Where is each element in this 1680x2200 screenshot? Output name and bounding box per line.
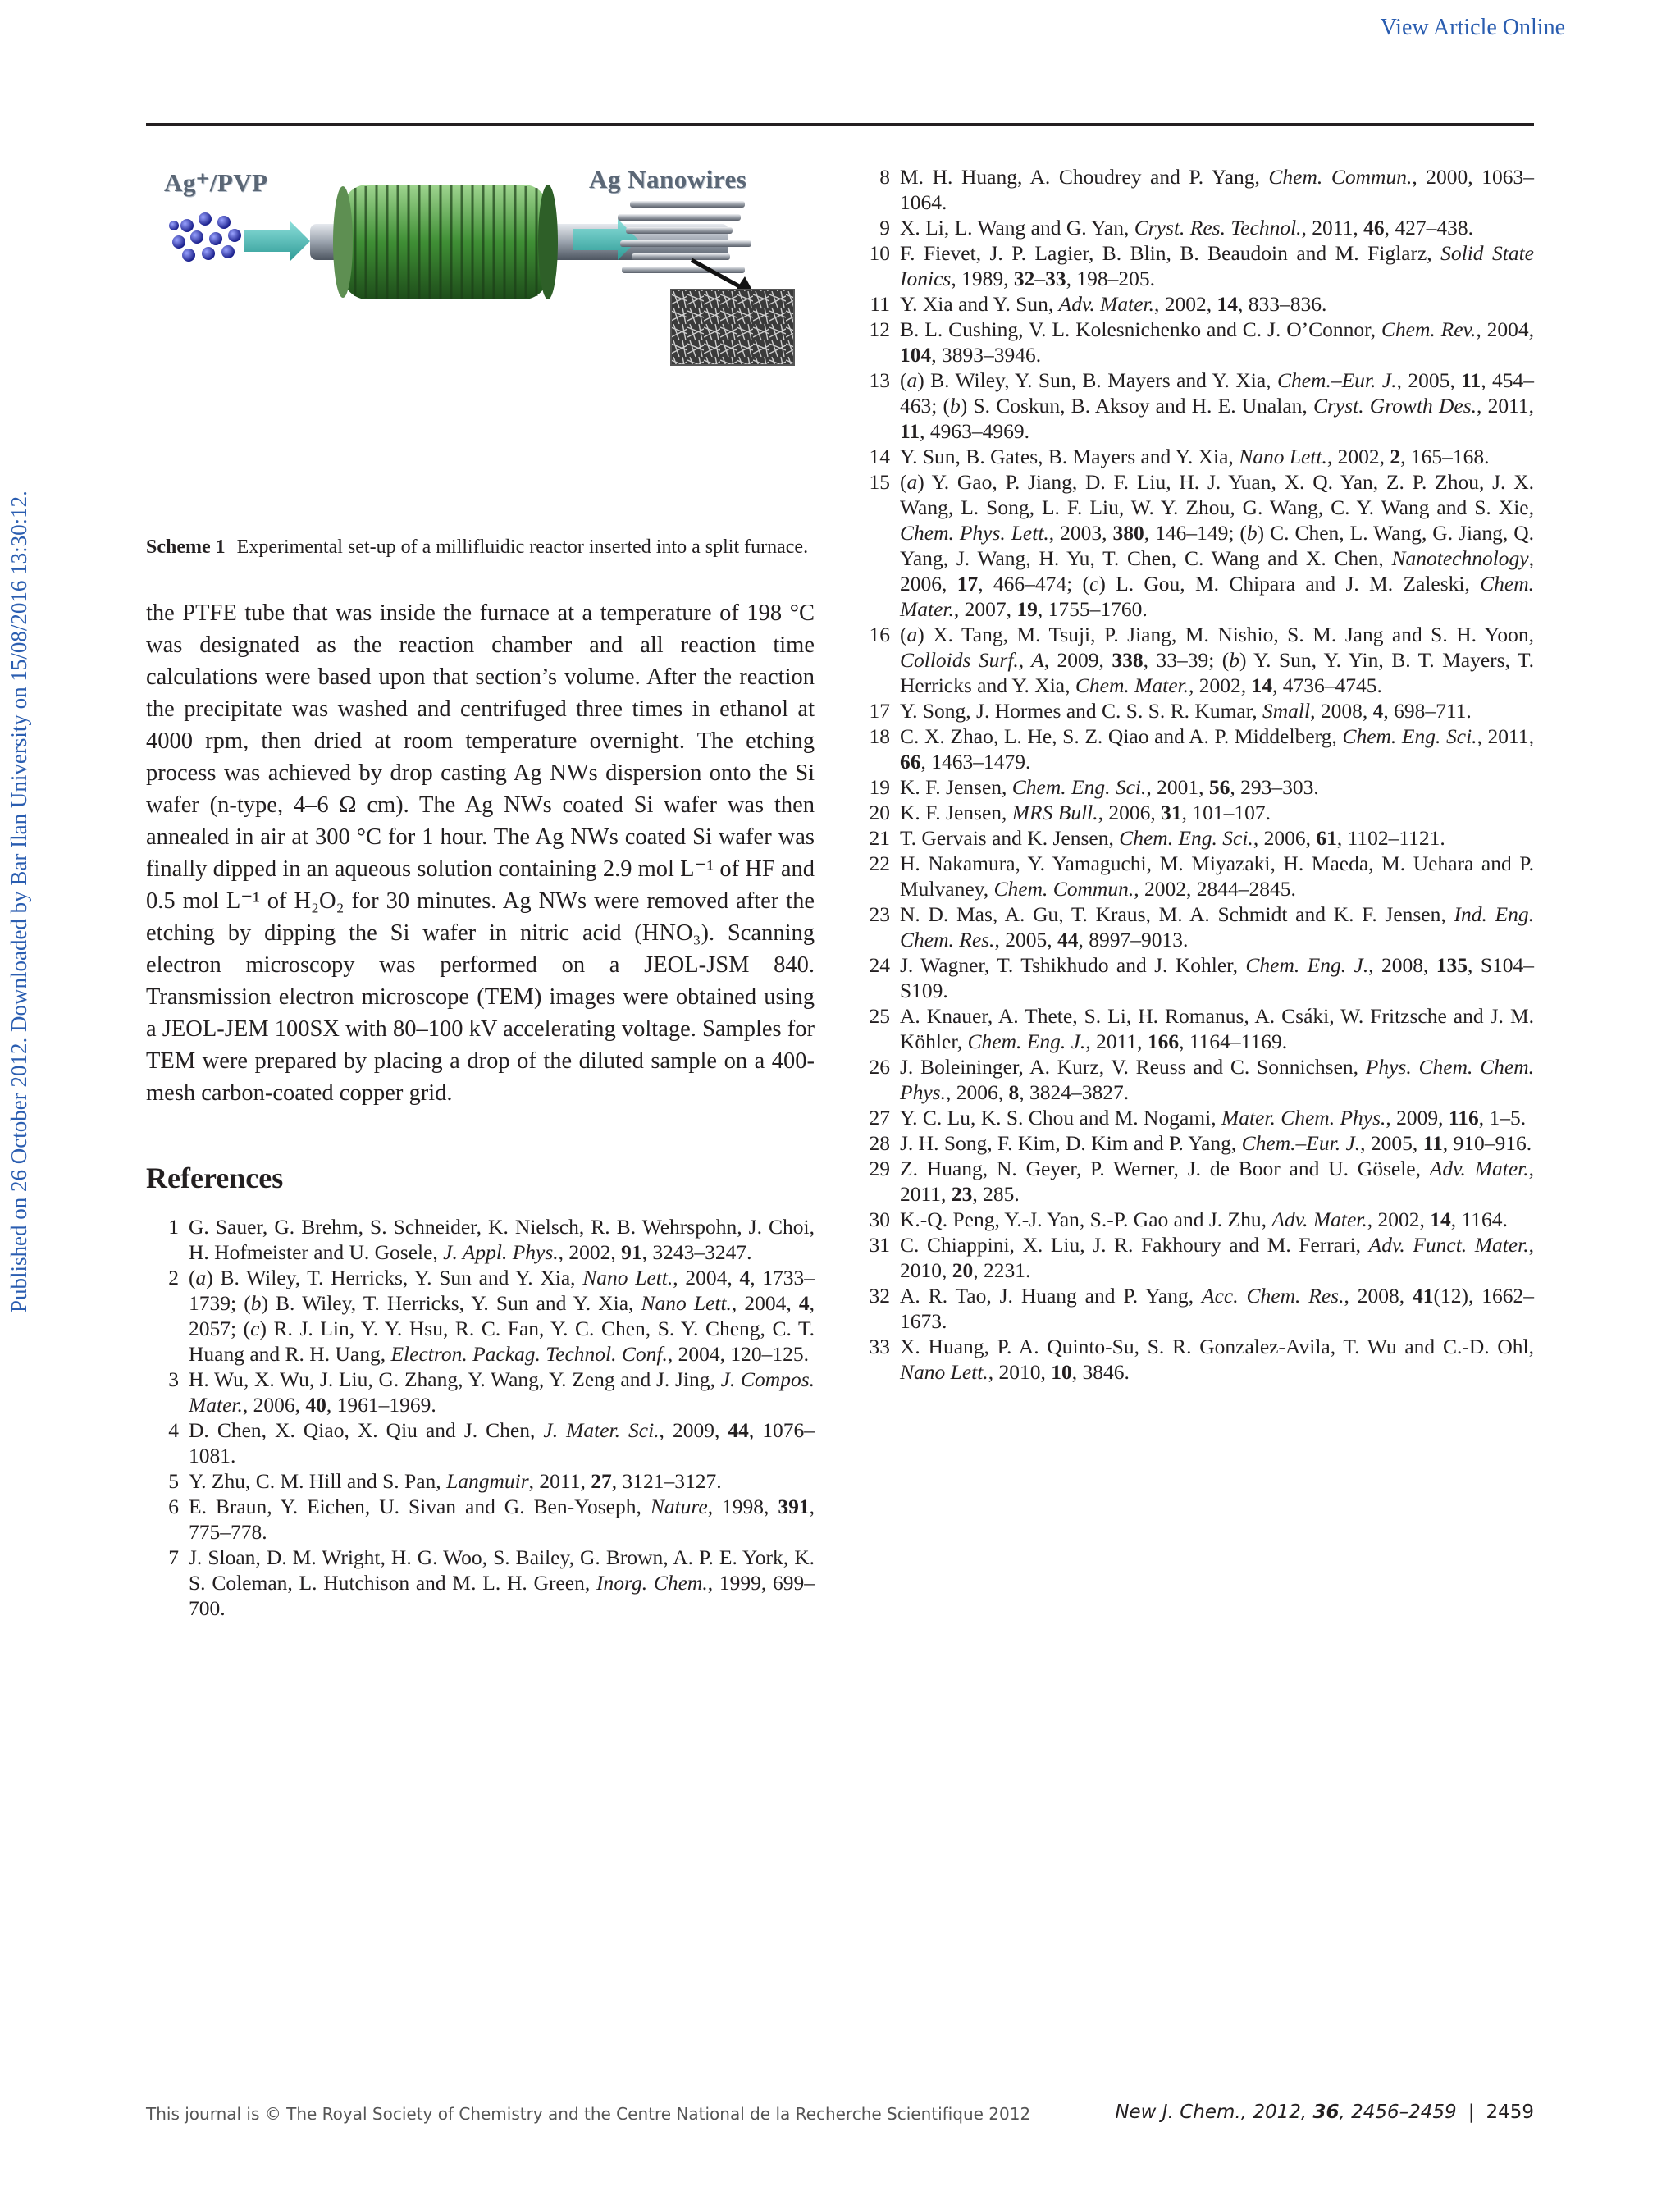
reference-text: 11 [900,419,920,443]
reference-text: Cryst. Res. Technol. [1134,216,1302,240]
reference-text: , 2008, [1368,953,1436,977]
reference-text: 44 [1057,928,1079,952]
reference-item [857,952,1534,1003]
reference-text: , 2004, 120–125. [667,1342,809,1366]
reference-text: Y. C. Lu, K. S. Chou and M. Nogami, [900,1106,1221,1130]
reference-item [146,1214,815,1265]
download-stamp: Published on 26 October 2012. Downloaded by Bar Ilan University on 15/08/2016 13:30:12. [7,491,31,1312]
reference-text: 14 [1217,292,1239,316]
reference-number: 24 [869,953,890,977]
reference-item [857,1105,1534,1130]
reference-text: ) S. Coskun, B. Aksoy and H. E. Unalan, [960,394,1313,418]
reference-text: Chem.–Eur. J. [1276,368,1397,392]
reference-number: 17 [869,699,890,723]
reference-number: 19 [869,775,890,799]
footer-separator: | [1468,2102,1475,2123]
reference-item [857,240,1534,291]
reference-text: J. Mater. Sci. [543,1418,660,1442]
reference-text: 14 [1251,673,1272,697]
reference-number: 22 [869,851,890,875]
reference-text: , 2004, [731,1291,799,1315]
reference-text: , 466–474; ( [978,572,1089,596]
reference-text: Langmuir [446,1469,529,1493]
reference-text: , 3243–3247. [641,1240,752,1264]
reference-text: , 293–303. [1230,775,1319,799]
reference-text: Adv. Mater. [1271,1207,1367,1231]
reference-text: Adv. Mater. [1429,1157,1529,1180]
reference-number: 28 [869,1131,890,1155]
reference-text: , 198–205. [1066,267,1155,290]
footer-citation [1115,2102,1534,2123]
reference-item [857,444,1534,469]
reference-text: Ind. Eng. Chem. Res. [900,902,1534,952]
reference-text: 44 [728,1418,749,1442]
reference-number: 32 [869,1284,890,1308]
reference-text: Chem. Mater. [1075,673,1189,697]
reference-text: Chem. Commun. [1268,165,1413,189]
reference-number: 21 [869,826,890,850]
reference-item [857,1130,1534,1156]
reference-number: 30 [869,1207,890,1231]
reference-text: , 1–5. [1478,1106,1527,1130]
reference-text: Nature [650,1495,708,1518]
reference-text: MRS Bull. [1011,801,1098,824]
reference-text: Colloids Surf., A [900,648,1044,672]
reference-text: ) C. Chen, L. Wang, G. Jiang, Q. Yang, J. Wang, H. Yu, T. Chen, C. Wang and X. Chen, [900,521,1535,570]
reference-text: , 2011, [528,1469,591,1493]
reference-text: , 2007, [953,597,1017,621]
reference-item [857,1334,1534,1385]
reference-text: K. F. Jensen, [900,775,1012,799]
body-paragraph: the PTFE tube that was inside the furnace at a temperature of 198 °C was designated as the reaction chamber and all reaction time calculations were based upon that section’s volume. After the reaction the precipitate was washed and centrifuged three times in ethanol at 4000 rpm, then dried at room temperature overnight. The etching process was achieved by drop casting Ag NWs dispersion onto the Si wafer (n-type, 4–6 Ω cm). The Ag NWs coated Si wafer was then annealed in air at 300 °C for 1 hour. The Ag NWs coated Si wafer was finally dipped in an aqueous solution containing 2.9 mol L⁻¹ of HF and 0.5 mol L⁻¹ of H₂O₂ for 30 minutes. Ag NWs were removed after the etching by dipping the Si wafer in nitric acid (HNO₃). Scanning electron microscopy was performed on a JEOL-JSM 840. Transmission electron microscope (TEM) images were obtained using a JEOL-JEM 100SX with 80–100 kV accelerating voltage. Samples for TEM were prepared by placing a drop of the diluted sample on a 400-mesh carbon-coated copper grid. [146,600,815,1106]
reference-item [857,851,1534,901]
reference-text: 104 [900,343,932,367]
view-article-online-link[interactable]: View Article Online [1380,15,1565,40]
scheme-caption-label: Scheme 1 [146,536,226,558]
reference-text: , 2004, [673,1266,740,1289]
reference-text: 116 [1448,1106,1479,1130]
reference-item [857,723,1534,774]
reference-text: , 146–149; ( [1144,521,1247,545]
silver-precursor-spheres [169,212,241,262]
reference-item [146,1417,815,1468]
reference-text: , 2006, [1098,801,1162,824]
reference-text: H. Wu, X. Wu, J. Liu, G. Zhang, Y. Wang, Y. Zeng and J. Jing, [189,1367,721,1391]
reference-text: , 2010, [988,1360,1052,1384]
right-column [857,164,1534,1385]
reference-text: , 2001, [1146,775,1209,799]
reference-text: , 1961–1969. [326,1393,436,1417]
reference-text: Adv. Mater. [1058,292,1155,316]
header-rule [146,123,1534,126]
reference-text: , 2002, [1188,673,1252,697]
reference-text: B. L. Cushing, V. L. Kolesnichenko and C. J. O’Connor, [900,317,1381,341]
reference-number: 5 [168,1469,179,1493]
reference-text: Chem.–Eur. J. [1241,1131,1361,1155]
reference-text: 27 [591,1469,612,1493]
reference-text: , 101–107. [1181,801,1271,824]
reference-item [146,1265,815,1367]
reference-text: J. H. Song, F. Kim, D. Kim and P. Yang, [900,1131,1242,1155]
footer-pages: , 2456–2459 [1339,2102,1457,2123]
footer-copyright: This journal is © The Royal Society of Chemistry and the Centre National de la Recherche Scientifique 2012 [146,2104,1031,2124]
reference-text: M. H. Huang, A. Choudrey and P. Yang, [900,165,1269,189]
scheme-label-nanowires: Ag Nanowires [589,165,747,194]
footer-year: , 2012, [1240,2102,1313,2123]
reference-text: ) Y. Gao, P. Jiang, D. F. Liu, H. J. Yuan, X. Q. Yan, Z. P. Zhou, J. X. Wang, L. Song, L. F. Liu, W. Y. Zhou, G. Wang, C. Y. Wang and S. Xie, [900,470,1534,519]
reference-text: , 2009, [659,1418,728,1442]
reference-text: K. F. Jensen, [900,801,1012,824]
reference-text: J. Appl. Phys. [443,1240,559,1264]
reference-text: , 2002, [1326,445,1390,468]
reference-text: Z. Huang, N. Geyer, P. Werner, J. de Boor and U. Gösele, [900,1157,1430,1180]
reference-text: , 1164. [1450,1207,1508,1231]
reference-text: , 4963–4969. [920,419,1029,443]
reference-text: , 454–463; ( [900,368,1535,418]
left-column [146,144,815,1621]
flow-arrow-in [244,221,310,262]
reference-text: , 2011, [900,1157,1534,1206]
reference-text: F. Fievet, J. P. Lagier, B. Blin, B. Beaudoin and M. Figlarz, [900,241,1441,265]
reference-number: 1 [168,1215,179,1239]
reference-item [857,469,1534,622]
reference-text: , 775–778. [189,1495,815,1544]
reference-text: ) L. Gou, M. Chipara and J. M. Zaleski, [1098,572,1481,596]
reference-text: , 2009, [1043,648,1112,672]
reference-number: 8 [879,165,890,189]
sem-micrograph-inset [671,290,794,365]
reference-item [857,774,1534,800]
reference-text: , 2005, [1360,1131,1423,1155]
reference-item [857,698,1534,723]
reference-text: Y. Xia and Y. Sun, [900,292,1059,316]
reference-text: Chem. Eng. J. [967,1029,1086,1053]
reference-text: , 3824–3827. [1019,1080,1130,1104]
reference-text: ) B. Wiley, T. Herricks, Y. Sun and Y. Xia, [261,1291,641,1315]
reference-item [857,1283,1534,1334]
reference-text: Phys. Chem. Chem. Phys. [900,1055,1534,1104]
reference-text: , 1998, [707,1495,778,1518]
reference-text: 11 [1422,1131,1443,1155]
reference-item [857,622,1534,698]
reference-text: , 3121–3127. [611,1469,722,1493]
reference-text: , 8997–9013. [1078,928,1189,952]
reference-text: , 1076–1081. [189,1418,815,1467]
reference-number: 27 [869,1106,890,1130]
reference-text: , 910–916. [1442,1131,1532,1155]
reference-text: Chem. Mater. [900,572,1535,621]
reference-text: , 833–836. [1238,292,1327,316]
reference-number: 9 [879,216,890,240]
reference-text: Nano Lett. [1239,445,1327,468]
reference-number: 15 [869,470,890,494]
references-list-right [857,164,1534,1385]
reference-text: , 2008, [1344,1284,1413,1308]
reference-text: Chem. Eng. Sci. [1011,775,1147,799]
reference-text: C. Chiappini, X. Liu, J. R. Fakhoury and M. Ferrari, [900,1233,1369,1257]
reference-text: Y. Sun, B. Gates, B. Mayers and Y. Xia, [900,445,1239,468]
reference-item [146,1468,815,1494]
reference-text: 56 [1208,775,1230,799]
reference-text: 11 [1461,368,1481,392]
reference-text: Chem. Commun. [993,877,1134,901]
reference-text: 32–33 [1013,267,1066,290]
reference-number: 20 [869,801,890,824]
reference-text: Inorg. Chem. [596,1571,708,1595]
reference-item [857,317,1534,367]
reference-text: 41 [1413,1284,1434,1308]
reference-number: 12 [869,317,890,341]
reference-number: 10 [869,241,890,265]
reference-text: J. Sloan, D. M. Wright, H. G. Woo, S. Bailey, G. Brown, A. P. E. York, K. S. Coleman, L. Hutchison and M. L. H. Green, [189,1545,815,1595]
reference-text: , 2057; ( [189,1291,815,1340]
reference-text: ( [900,623,907,646]
reference-text: Nano Lett. [641,1291,732,1315]
reference-number: 7 [168,1545,179,1569]
reference-text: ) R. J. Lin, Y. Y. Hsu, R. C. Fan, Y. C. Chen, S. Y. Cheng, C. T. Huang and R. H. Uang, [189,1317,815,1366]
reference-text: G. Sauer, G. Brehm, S. Schneider, K. Nielsch, R. B. Wehrspohn, J. Choi, H. Hofmeister and U. Gosele, [189,1215,815,1264]
reference-text: A. R. Tao, J. Huang and P. Yang, [900,1284,1203,1308]
reference-item [857,800,1534,825]
reference-item [857,367,1534,444]
reference-item [146,1494,815,1545]
reference-text: , 1755–1760. [1037,597,1148,621]
reference-text: 61 [1316,826,1337,850]
reference-item [857,901,1534,952]
reference-text: 19 [1016,597,1038,621]
footer-journal: New J. Chem. [1115,2102,1241,2123]
reference-text: X. Huang, P. A. Quinto-Su, S. R. Gonzalez-Avila, T. Wu and C.-D. Ohl, [900,1335,1534,1358]
reference-text: , 2006, [242,1393,306,1417]
reference-number: 33 [869,1335,890,1358]
reference-text: , 1102–1121. [1336,826,1445,850]
reference-text: , 3846. [1071,1360,1130,1384]
reference-text: , 2006, [945,1080,1009,1104]
reference-text: Chem. Rev. [1381,317,1477,341]
reference-number: 26 [869,1055,890,1079]
reference-text: 40 [305,1393,326,1417]
reference-text: Mater. Chem. Phys. [1221,1106,1386,1130]
reference-item [857,215,1534,240]
reference-text: Y. Song, J. Hormes and C. S. S. R. Kumar, [900,699,1262,723]
reference-text: 8 [1008,1080,1020,1104]
reference-text: E. Braun, Y. Eichen, U. Sivan and G. Ben-Yoseph, [189,1495,651,1518]
reference-item [857,1232,1534,1283]
reference-text: , 2005, [1396,368,1462,392]
reference-number: 2 [168,1266,179,1289]
reference-text: H. Nakamura, Y. Yamaguchi, M. Miyazaki, H. Maeda, M. Uehara and P. Mulvaney, [900,851,1534,901]
reference-text: , 2002, [1154,292,1217,316]
reference-text: Chem. Eng. Sci. [1119,826,1253,850]
reference-text: ) Y. Sun, Y. Yin, B. T. Mayers, T. Herricks and Y. Xia, [900,648,1535,697]
reference-text: , 427–438. [1384,216,1473,240]
reference-item [857,825,1534,851]
reference-text: Electron. Packag. Technol. Conf. [390,1342,668,1366]
references-heading: References [146,1162,284,1194]
reference-text: b [250,1291,262,1315]
reference-text: , 2006, [900,546,1534,596]
reference-text: b [1229,648,1240,672]
footer-volume: 36 [1312,2102,1340,2123]
reference-text: , 285. [972,1182,1020,1206]
reference-text: , 2231. [973,1258,1031,1282]
reference-text: , 1733–1739; ( [189,1266,815,1315]
reference-text: 91 [621,1240,642,1264]
reference-text: , 4736–4745. [1271,673,1382,697]
reference-text: (12), 1662–1673. [900,1284,1534,1333]
reference-text: , 2003, [1048,521,1113,545]
reference-text: D. Chen, X. Qiao, X. Qiu and J. Chen, [189,1418,544,1442]
reference-text: , 1463–1479. [920,750,1031,774]
reference-text: , 2011, [1477,724,1534,748]
reference-text: Solid State Ionics [900,241,1534,290]
scheme-figure [146,144,815,377]
reference-text: , 2009, [1386,1106,1449,1130]
reference-text: ( [900,368,907,392]
reference-text: , 2011, [1477,394,1534,418]
reference-number: 31 [869,1233,890,1257]
reference-text: 66 [900,750,921,774]
reference-text: ( [900,470,907,494]
reference-text: , 33–39; ( [1143,648,1230,672]
reference-text: J. Wagner, T. Tshikhudo and J. Kohler, [900,953,1246,977]
reference-text: Nano Lett. [900,1360,988,1384]
reference-text: c [1089,572,1099,596]
reference-number: 6 [168,1495,179,1518]
reference-text: a [906,368,918,392]
reference-text: 10 [1051,1360,1072,1384]
reference-text: 166 [1147,1029,1180,1053]
reference-text: 23 [951,1182,973,1206]
reference-text: c [250,1317,260,1340]
reference-text: , 1164–1169. [1179,1029,1288,1053]
reference-text: , 1999, 699–700. [189,1571,815,1620]
reference-text: 391 [778,1495,810,1518]
reference-item [857,164,1534,215]
reference-text: J. Compos. Mater. [189,1367,815,1417]
reference-text: , 2008, [1310,699,1373,723]
reference-text: , 2002, 2844–2845. [1134,877,1296,901]
reference-text: J. Boleininger, A. Kurz, V. Reuss and C. Sonnichsen, [900,1055,1366,1079]
reference-text: 4 [1372,699,1384,723]
reference-text: 338 [1112,648,1144,672]
reference-text: Chem. Eng. J. [1245,953,1369,977]
reference-text: ) B. Wiley, T. Herricks, Y. Sun and Y. Xia, [206,1266,583,1289]
reference-item [857,1207,1534,1232]
reference-text: , S104–S109. [900,953,1535,1002]
reference-text: ( [189,1266,196,1289]
reference-text: 4 [739,1266,751,1289]
reference-text: , 3893–3946. [931,343,1042,367]
reference-number: 23 [869,902,890,926]
reference-text: 20 [952,1258,974,1282]
reference-text: a [906,470,918,494]
reference-text: Cryst. Growth Des. [1312,394,1477,418]
reference-text: Nanotechnology [1391,546,1529,570]
reference-number: 4 [168,1418,179,1442]
reference-text: ) B. Wiley, Y. Sun, B. Mayers and Y. Xia, [917,368,1277,392]
reference-number: 16 [869,623,890,646]
reference-item [857,291,1534,317]
reference-text: , 698–711. [1383,699,1472,723]
reference-item [857,1156,1534,1207]
reference-text: b [950,394,961,418]
reference-text: 31 [1161,801,1182,824]
reference-number: 3 [168,1367,179,1391]
scheme-label-precursor: Ag⁺/PVP [164,168,268,197]
reference-text: Chem. Phys. Lett. [900,521,1049,545]
reference-text: , 2010, [900,1233,1534,1282]
reference-text: , 2002, [558,1240,622,1264]
reference-text: C. X. Zhao, L. He, S. Z. Qiao and A. P. Middelberg, [900,724,1343,748]
reference-number: 13 [869,368,890,392]
page-number: 2459 [1486,2102,1534,2123]
reference-text: X. Li, L. Wang and G. Yan, [900,216,1134,240]
reference-number: 18 [869,724,890,748]
reference-text: 46 [1363,216,1385,240]
reference-item [857,1054,1534,1105]
reference-number: 25 [869,1004,890,1028]
reference-text: a [195,1266,207,1289]
reference-text: T. Gervais and K. Jensen, [900,826,1120,850]
reference-text: Y. Zhu, C. M. Hill and S. Pan, [189,1469,447,1493]
reference-text: 380 [1112,521,1144,545]
reference-text: Adv. Funct. Mater. [1368,1233,1529,1257]
reference-text: , 2000, 1063–1064. [900,165,1534,214]
reference-item [146,1367,815,1417]
reference-text: N. D. Mas, A. Gu, T. Kraus, M. A. Schmidt and K. F. Jensen, [900,902,1454,926]
reference-number: 14 [869,445,890,468]
reference-text: A. Knauer, A. Thete, S. Li, H. Romanus, A. Csáki, W. Fritzsche and J. M. Köhler, [900,1004,1534,1053]
reference-text: 14 [1430,1207,1451,1231]
reference-text: , 2002, [1367,1207,1431,1231]
reference-text: ) X. Tang, M. Tsuji, P. Jiang, M. Nishio, S. M. Jang and S. H. Yoon, [917,623,1534,646]
reference-text: , 2004, [1476,317,1535,341]
reference-text: b [1246,521,1258,545]
reference-number: 11 [870,292,890,316]
reference-text: , 2006, [1253,826,1317,850]
references-list-left [146,1214,815,1621]
reference-text: 17 [956,572,979,596]
reference-text: , 1989, [951,267,1014,290]
reference-text: Small [1262,699,1311,723]
scheme-caption-text: Experimental set-up of a millifluidic reactor inserted into a split furnace. [236,536,809,558]
reference-text: Chem. Eng. Sci. [1342,724,1477,748]
scheme-caption [146,533,815,561]
reference-text: Acc. Chem. Res. [1202,1284,1344,1308]
reference-text: 4 [798,1291,810,1315]
reference-text: Nano Lett. [582,1266,673,1289]
reference-text: a [906,623,918,646]
reference-text: K.-Q. Peng, Y.-J. Yan, S.-P. Gao and J. Zhu, [900,1207,1272,1231]
reference-number: 29 [869,1157,890,1180]
reference-text: , 165–168. [1400,445,1490,468]
reference-text: , 2011, [1085,1029,1148,1053]
reference-text: 135 [1436,953,1468,977]
reference-item [857,1003,1534,1054]
reference-text: , 2011, [1301,216,1364,240]
reference-text: , 2005, [994,928,1057,952]
reference-item [146,1545,815,1621]
reference-text: 2 [1390,445,1401,468]
